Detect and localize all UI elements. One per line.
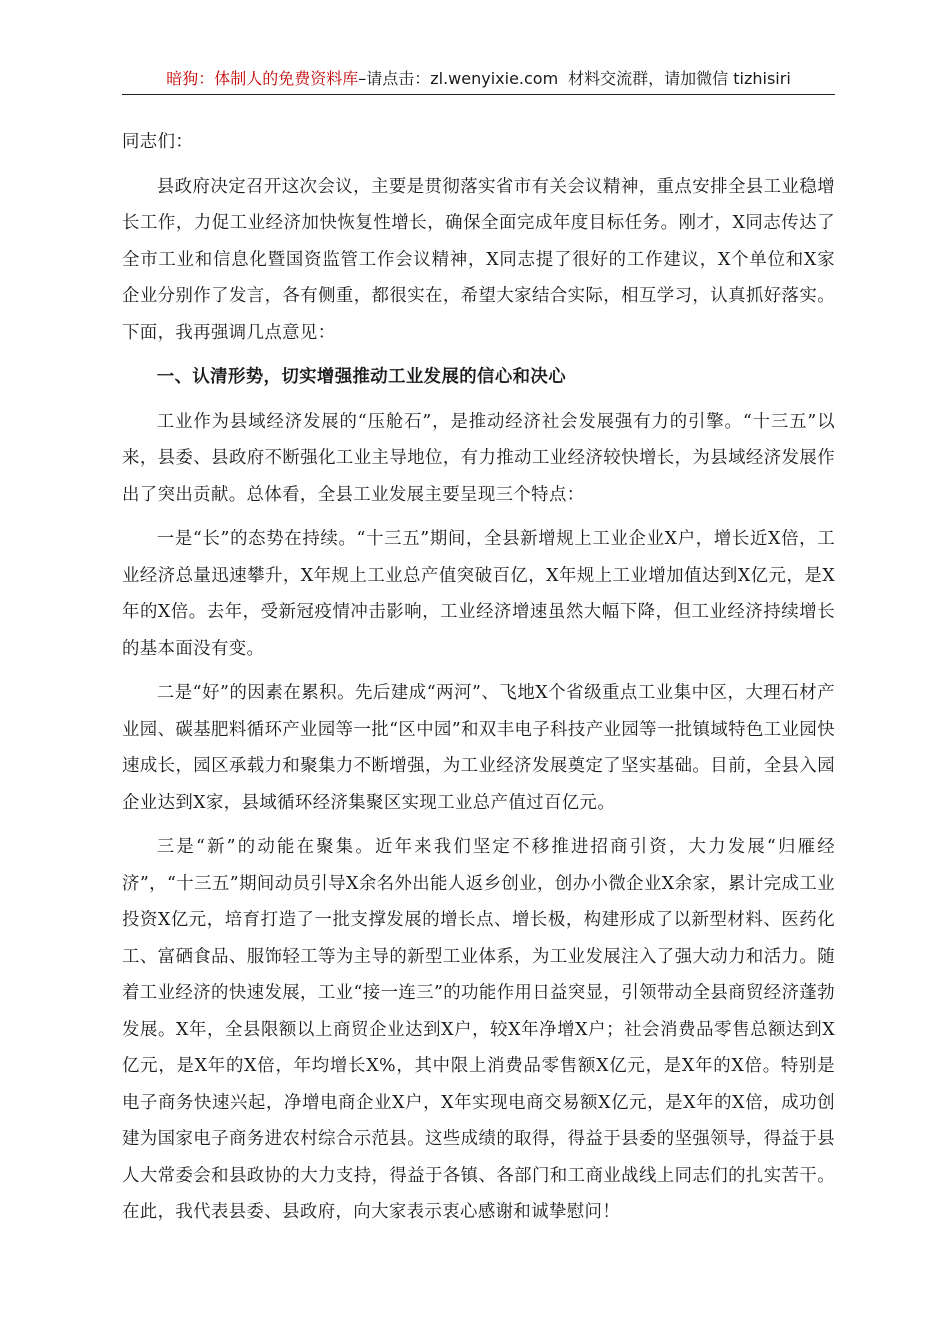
click-prompt: –请点击： [358, 69, 431, 88]
overview-paragraph: 工业作为县域经济发展的“压舱石”，是推动经济社会发展强有力的引擎。“十三五”以来，县委、县政府不断强化工业主导地位，有力推动工业经济较快增长，为县域经济发展作出了突出贡献。总体看，全县工业发展主要呈现三个特点： [122, 411, 835, 505]
point-three-paragraph: 三是“新”的动能在聚集。近年来我们坚定不移推进招商引资，大力发展“归雁经济”，“十三五”期间动员引导X余名外出能人返乡创业，创办小微企业X余家，累计完成工业投资X亿元，培育打造了一批支撑发展的增长点、增长极，构建形成了以新型材料、医药化工、富硒食品、服饰轻工等为主导的新型工业体系，为工业发展注入了强大动力和活力。随着工业经济的快速发展，工业“接一连三”的功能作用日益突显，引领带动全县商贸经济蓬勃发展。X年，全县限额以上商贸企业达到X户，较X年净增X户；社会消费品零售总额达到X亿元，是X年的X倍，年均增长X%，其中限上消费品零售额X亿元，是X年的X倍。特别是电子商务快速兴起，净增电商企业X户，X年实现电商交易额X亿元，是X年的X倍，成功创建为国家电子商务进农村综合示范县。这些成绩的取得，得益于县委的坚强领导，得益于县人大常委会和县政协的大力支持，得益于各镇、各部门和工商业战线上同志们的扎实苦干。在此，我代表县委、县政府，向大家表示衷心感谢和诚挚慰问！ [122, 837, 835, 1222]
intro-paragraph: 县政府决定召开这次会议，主要是贯彻落实省市有关会议精神，重点安排全县工业稳增长工作，力促工业经济加快恢复性增长，确保全面完成年度目标任务。刚才，X同志传达了全市工业和信息化暨国资监管工作会议精神，X同志提了很好的工作建议，X个单位和X家企业分别作了发言，各有侧重，都很实在，希望大家结合实际，相互学习，认真抓好落实。下面，我再强调几点意见： [122, 176, 835, 343]
point-two-paragraph: 二是“好”的因素在累积。先后建成“两河”、飞地X个省级重点工业集中区，大理石材产业园、碳基肥料循环产业园等一批“区中园”和双丰电子科技产业园等一批镇域特色工业园快速成长，园区承载力和聚集力不断增强，为工业经济发展奠定了坚实基础。目前，全县入园企业达到X家，县域循环经济集聚区实现工业总产值过百亿元。 [122, 683, 835, 813]
point-one-paragraph: 一是“长”的态势在持续。“十三五”期间，全县新增规上工业企业X户，增长近X倍，工业经济总量迅速攀升，X年规上工业总产值突破百亿，X年规上工业增加值达到X亿元，是X年的X倍。去年，受新冠疫情冲击影响，工业经济增速虽然大幅下降，但工业经济持续增长的基本面没有变。 [122, 529, 835, 659]
site-name: 暗狗：体制人的免费资料库 [166, 69, 359, 88]
document-body [122, 124, 835, 1231]
section-heading: 一、认清形势，切实增强推动工业发展的信心和决心 [156, 367, 566, 387]
page-header [122, 66, 835, 95]
group-note: 材料交流群，请加微信 tizhisiri [568, 69, 791, 88]
salutation: 同志们： [122, 132, 194, 152]
site-url-link[interactable]: zl.wenyixie.com [430, 69, 559, 88]
